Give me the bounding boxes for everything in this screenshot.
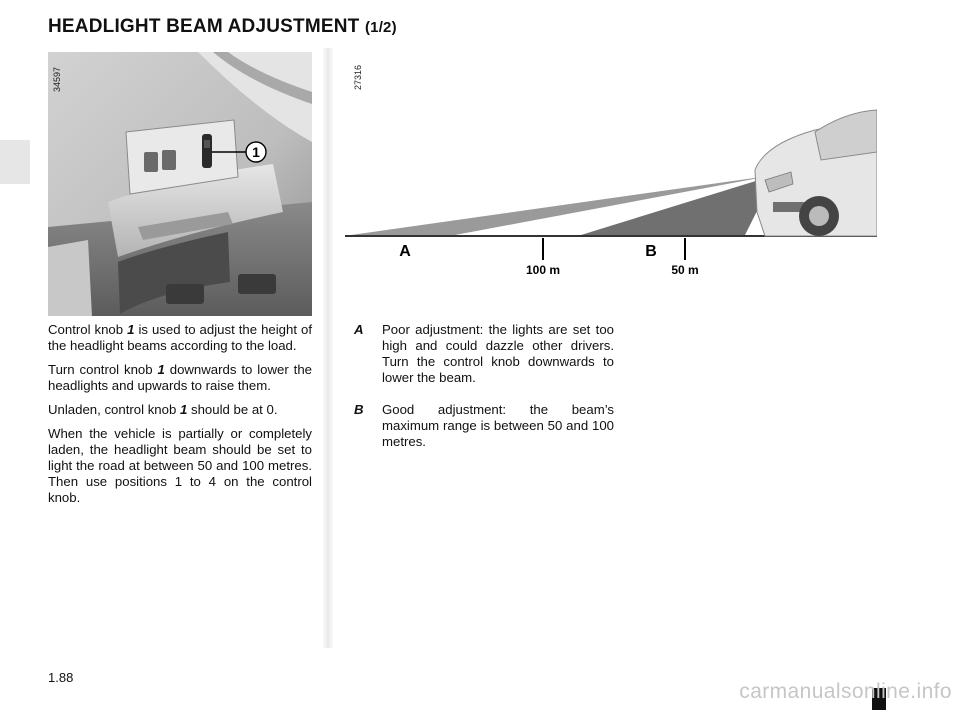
- paragraph-4: When the vehicle is partially or completely laden, the headlight beam should be set to light the road at between 50 and 100 metres. Then use positions 1 to 4 on the control knob.: [48, 426, 312, 505]
- figure-id: 34597: [52, 66, 62, 92]
- knob-ref: 1: [157, 362, 165, 377]
- page-number: 1.88: [48, 670, 74, 685]
- title-text: HEADLIGHT BEAM ADJUSTMENT: [48, 16, 360, 37]
- knob-ref: 1: [179, 402, 188, 417]
- column-divider: [323, 48, 333, 648]
- distance-100m: 100 m: [525, 263, 561, 277]
- paragraph-3: Unladen, control knob 1 should be at 0.: [48, 402, 278, 417]
- callout-number: 1: [252, 144, 260, 160]
- legend-key-b: B: [354, 402, 364, 417]
- knob-ref: 1: [127, 322, 135, 337]
- title-part: (1/2): [364, 19, 397, 36]
- paragraph-2: Turn control knob 1 downwards to lower the headlights and upwards to raise them.: [48, 362, 312, 393]
- beam-label-a: A: [399, 243, 411, 260]
- legend-text-b: Good adjustment: the beam’s maximum range is between 50 and 100 metres.: [382, 402, 614, 449]
- legend-key-a: A: [354, 322, 364, 337]
- section-tab: [0, 140, 30, 184]
- dashboard-figure: [48, 52, 312, 316]
- legend-text-a: Poor adjustment: the lights are set too high and could dazzle other drivers. Turn the control knob downwards to lower the beam.: [382, 322, 614, 385]
- figure-legend: [354, 322, 614, 466]
- paragraph-1: Control knob 1 is used to adjust the height of the headlight beams according to the load.: [48, 322, 313, 353]
- legend-item-a: [354, 322, 614, 386]
- beam-figure: [345, 52, 877, 292]
- instructions-text: [48, 322, 312, 514]
- car-illustration: [755, 110, 877, 236]
- distance-50m: 50 m: [671, 263, 699, 277]
- beam-diagram: [345, 52, 877, 292]
- page-title: [48, 16, 397, 38]
- dashboard-illustration: [48, 52, 312, 316]
- watermark: carmanualsonline.info: [739, 680, 952, 703]
- legend-item-b: [354, 402, 614, 450]
- beam-label-b: B: [645, 243, 657, 260]
- figure-id: 27316: [353, 64, 363, 90]
